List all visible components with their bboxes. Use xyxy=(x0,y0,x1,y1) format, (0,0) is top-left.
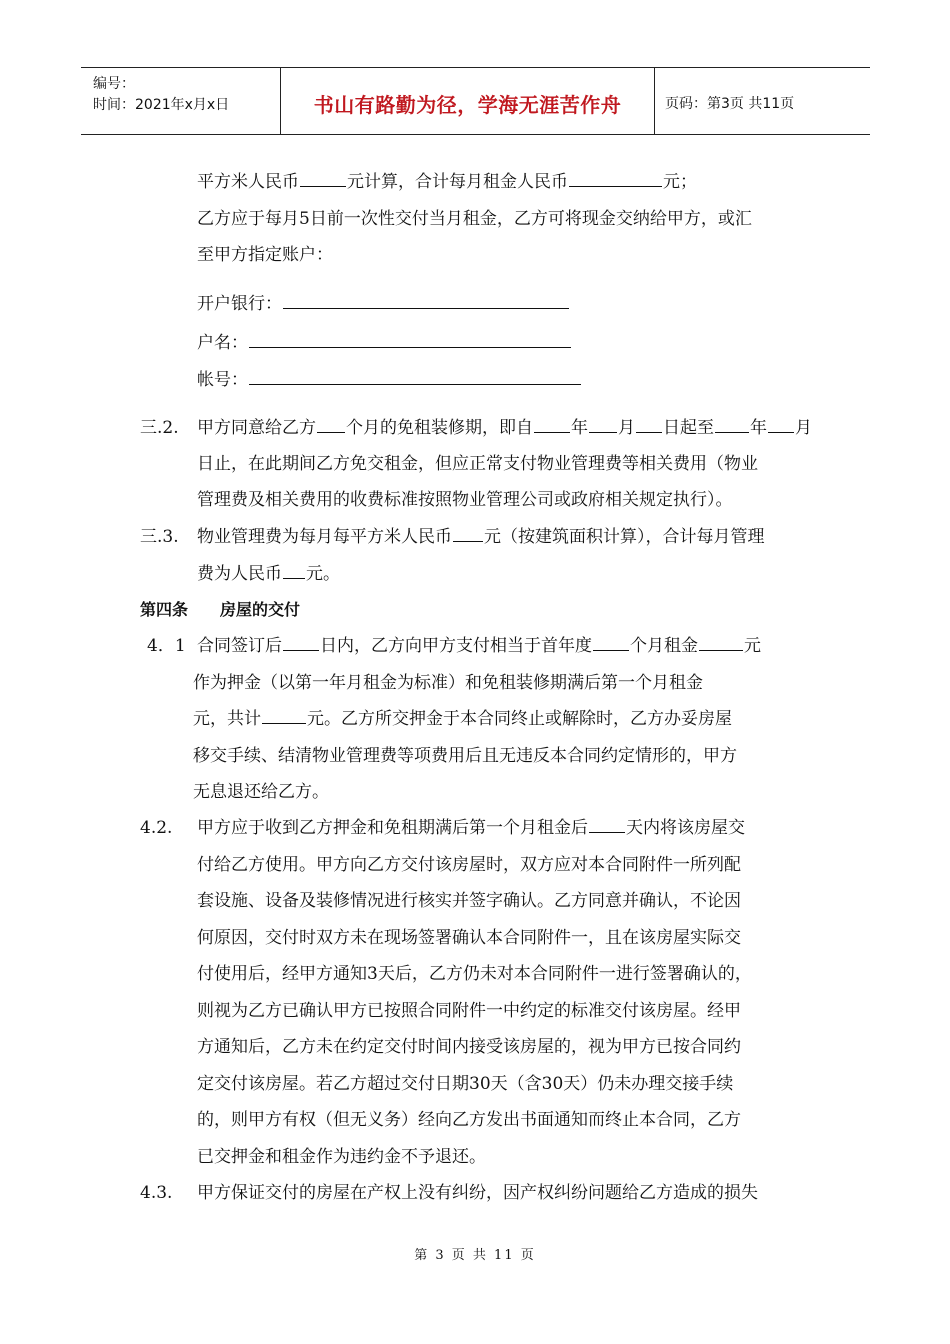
clause-number: 三.3. xyxy=(140,527,179,547)
text-line xyxy=(197,525,765,549)
text-line xyxy=(193,707,732,731)
blank-field xyxy=(283,562,305,579)
bank-line xyxy=(197,292,570,316)
text-line xyxy=(197,634,761,658)
article-heading: 第四条 房屋的交付 xyxy=(140,600,301,619)
blank-field xyxy=(715,416,749,433)
text-span: 费为人民币 xyxy=(197,564,282,584)
text-span: 日内，乙方向甲方支付相当于首年度 xyxy=(320,636,592,656)
text-line: 管理费及相关费用的收费标准按照物业管理公司或政府相关规定执行）。 xyxy=(197,490,733,510)
blank-field xyxy=(569,170,662,187)
text-span: 元。乙方所交押金于本合同终止或解除时，乙方办妥房屋 xyxy=(307,709,732,729)
blank-field xyxy=(699,634,743,651)
account-name-line xyxy=(197,331,572,355)
blank-field xyxy=(317,416,345,433)
text-line xyxy=(197,416,812,440)
blank-field xyxy=(453,525,483,542)
blank-field xyxy=(534,416,570,433)
text-line: 作为押金（以第一年月租金为标准）和免租装修期满后第一个月租金 xyxy=(193,673,703,693)
text-line: 付给乙方使用。甲方向乙方交付该房屋时，双方应对本合同附件一所列配 xyxy=(197,855,741,875)
text-line: 甲方保证交付的房屋在产权上没有纠纷，因产权纠纷问题给乙方造成的损失 xyxy=(197,1183,758,1203)
clause-number: 三.2. xyxy=(140,418,179,438)
text-span: 天内将该房屋交 xyxy=(626,818,745,838)
text-line: 乙方应于每月5日前一次性交付当月租金，乙方可将现金交纳给甲方，或汇 xyxy=(197,209,752,229)
text-span: 月 xyxy=(618,418,635,438)
account-number-line xyxy=(197,368,582,392)
blank-field xyxy=(300,170,346,187)
text-line xyxy=(197,562,340,586)
account-number-label: 帐号： xyxy=(197,370,248,390)
blank-field xyxy=(283,634,319,651)
blank-field xyxy=(768,416,794,433)
text-line: 移交手续、结清物业管理费等项费用后且无违反本合同约定情形的，甲方 xyxy=(193,746,737,766)
text-line xyxy=(197,816,745,840)
text-line: 定交付该房屋。若乙方超过交付日期30天（含30天）仍未办理交接手续 xyxy=(197,1074,734,1094)
text-span: 甲方同意给乙方 xyxy=(197,418,316,438)
bank-label: 开户银行： xyxy=(197,294,282,314)
text-span: 元计算，合计每月租金人民币 xyxy=(347,172,568,192)
text-span: 甲方应于收到乙方押金和免租期满后第一个月租金后 xyxy=(197,818,588,838)
text-span: 元（按建筑面积计算），合计每月管理 xyxy=(484,527,765,547)
header-motto: 书山有路勤为径，学海无涯苦作舟 xyxy=(313,92,622,117)
text-span: 年 xyxy=(571,418,588,438)
text-span: 个月租金 xyxy=(630,636,698,656)
header-page-cell xyxy=(655,68,870,134)
header-meta xyxy=(81,68,281,134)
text-span: 合同签订后 xyxy=(197,636,282,656)
text-line: 已交押金和租金作为违约金不予退还。 xyxy=(197,1147,486,1167)
text-span: 元，共计 xyxy=(193,709,261,729)
text-line: 无息退还给乙方。 xyxy=(193,782,329,802)
text-span: 个月的免租装修期，即自 xyxy=(346,418,533,438)
text-line: 则视为乙方已确认甲方已按照合同附件一中约定的标准交付该房屋。经甲 xyxy=(197,1001,741,1021)
text-line: 日止，在此期间乙方免交租金，但应正常支付物业管理费等相关费用（物业 xyxy=(197,454,758,474)
text-span: 元。 xyxy=(306,564,340,584)
blank-field xyxy=(262,707,306,724)
text-span: 物业管理费为每月每平方米人民币 xyxy=(197,527,452,547)
text-line: 至甲方指定账户： xyxy=(197,245,333,265)
text-span: 日起至 xyxy=(663,418,714,438)
clause-number: 4.3. xyxy=(140,1183,173,1203)
blank-field xyxy=(636,416,662,433)
blank-field xyxy=(589,416,617,433)
text-line: 付使用后，经甲方通知3天后，乙方仍未对本合同附件一进行签署确认的， xyxy=(197,964,752,984)
page-header xyxy=(81,67,870,135)
text-line: 方通知后，乙方未在约定交付时间内接受该房屋的，视为甲方已按合同约 xyxy=(197,1037,741,1057)
doc-time-label: 时间：2021年x月x日 xyxy=(93,97,230,113)
blank-field xyxy=(589,816,625,833)
text-span: 平方米人民币 xyxy=(197,172,299,192)
page-footer: 第 3 页 共 11 页 xyxy=(414,1248,536,1263)
text-line: 套设施、设备及装修情况进行核实并签字确认。乙方同意并确认，不论因 xyxy=(197,891,741,911)
bank-blank xyxy=(283,292,569,309)
account-number-blank xyxy=(249,368,581,385)
text-line: 的，则甲方有权（但无义务）经向乙方发出书面通知而终止本合同，乙方 xyxy=(197,1110,741,1130)
account-name-blank xyxy=(249,331,571,348)
text-span: 年 xyxy=(750,418,767,438)
text-span: 元 xyxy=(744,636,761,656)
text-span: 元； xyxy=(663,172,697,192)
text-line xyxy=(197,170,697,194)
header-motto-cell xyxy=(281,68,655,134)
clause-number: 4.2. xyxy=(140,818,173,838)
doc-number-label: 编号： xyxy=(93,76,135,92)
header-page-label: 页码：第3页 共11页 xyxy=(665,96,795,112)
text-span: 月 xyxy=(795,418,812,438)
clause-number: 4．1 xyxy=(147,636,186,656)
account-name-label: 户名： xyxy=(197,333,248,353)
blank-field xyxy=(593,634,629,651)
text-line: 何原因，交付时双方未在现场签署确认本合同附件一，且在该房屋实际交 xyxy=(197,928,741,948)
